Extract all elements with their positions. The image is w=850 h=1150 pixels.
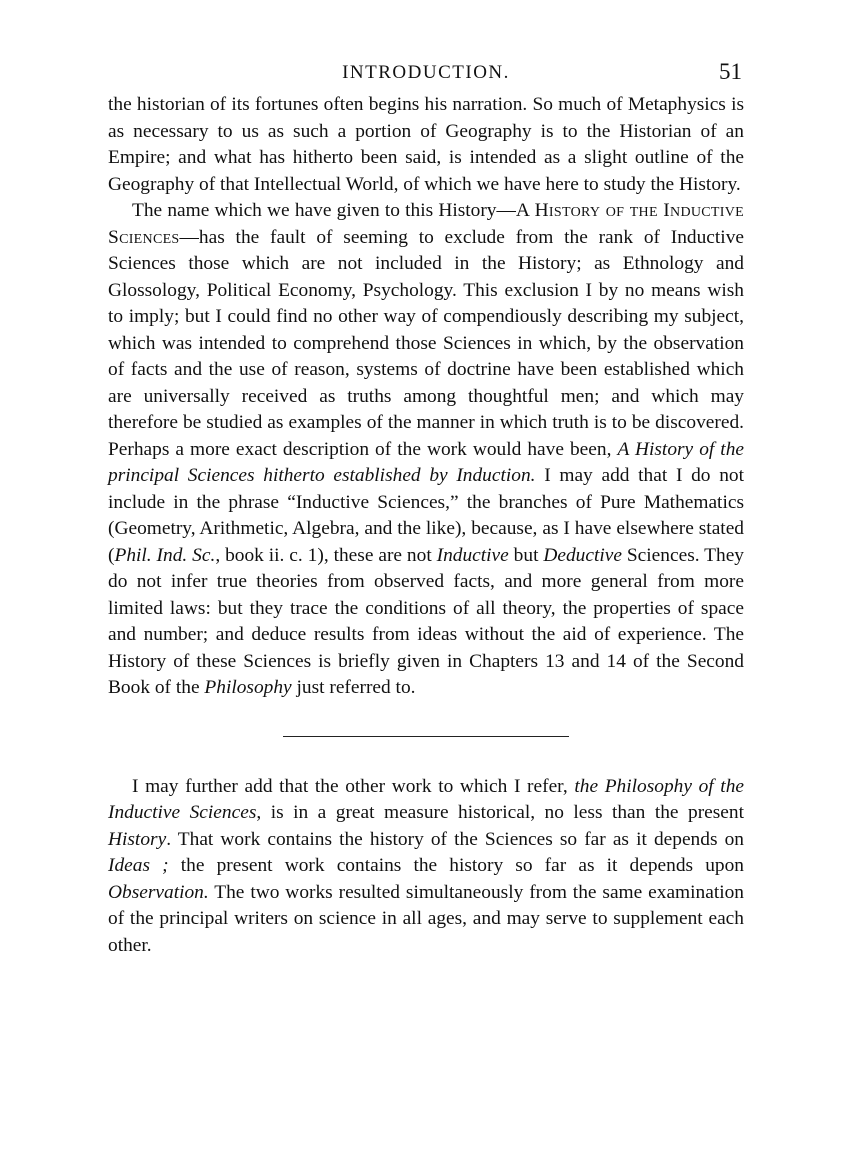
page-number: 51	[719, 59, 742, 84]
running-head	[108, 59, 744, 92]
italic-philosophy: Philosophy	[204, 677, 292, 698]
italic-deductive: Deductive	[543, 544, 622, 566]
italic-observation: Observation.	[108, 881, 209, 903]
italic-history: History	[108, 828, 167, 850]
italic-inductive: Inductive	[436, 544, 509, 566]
chapter-title: INTRODUCTION.	[342, 62, 510, 83]
paragraph-other-work: I may further add that the other work to which I refer, the Philosophy of the Inductive Sciences, is in a great measure historical, no less than the present History. That work contains the history of the Sciences so far as it depends on Ideas ; the present work contains the history so far as it depends upon Observation. The two works resulted simultaneously from the same examination of the principal writers on science in all ages, and may serve to supplement each other.	[108, 775, 745, 956]
italic-alt-title: A History of the principal Sciences hitherto established by Induction.	[108, 438, 744, 486]
section-divider	[283, 736, 569, 737]
book-page	[108, 59, 745, 959]
book-title-small-caps: A History of the Inductive Sciences	[108, 200, 744, 248]
paragraph-metaphysics: the historian of its fortunes often begins his narration. So much of Metaphysics is as necessary to us as such a portion of Geography is to the Historian of an Empire; and what has hitherto been said, is intended as a slight outline of the Geography of that Intellectual World, of which we have here to study the History.	[108, 94, 744, 195]
paragraph-history-name: The name which we have given to this History—A History of the Inductive Sciences—has the fault of seeming to exclude from the rank of Inductive Sciences those which are not included in the History; as Ethnology and Glossology, Political Economy, Psychology. This exclusion I by no means wish to imply; but I could find no other way of compendiously describing my subject, which was intended to comprehend those Sciences in which, by the observation of facts and the use of reason, systems of doctrine have been established which are universally received as truths among thoughtful men; and which may therefore be studied as examples of the manner in which truth is to be discovered. Perhaps a more exact description of the work would have been, A History of the principal Sciences hitherto established by Induction. I may add that I do not include in the phrase “Inductive Sciences,” the branches of Pure Mathematics (Geometry, Arithmetic, Algebra, and the like), because, as I have elsewhere stated (Phil. Ind. Sc., book ii. c. 1), these are not Inductive but Deductive Sciences. They do not infer true theories from observed facts, and more general from more limited laws: but they trace the conditions of all theory, the properties of space and number; and deduce results from ideas without the aid of experience. The History of these Sciences is briefly given in Chapters 13 and 14 of the Second Book of the Philosophy just referred to.	[108, 200, 744, 698]
italic-citation: Phil. Ind. Sc.	[114, 544, 216, 566]
italic-ideas: Ideas ;	[108, 855, 169, 876]
italic-philosophy-title: the Philosophy of the Inductive Sciences	[108, 775, 744, 823]
